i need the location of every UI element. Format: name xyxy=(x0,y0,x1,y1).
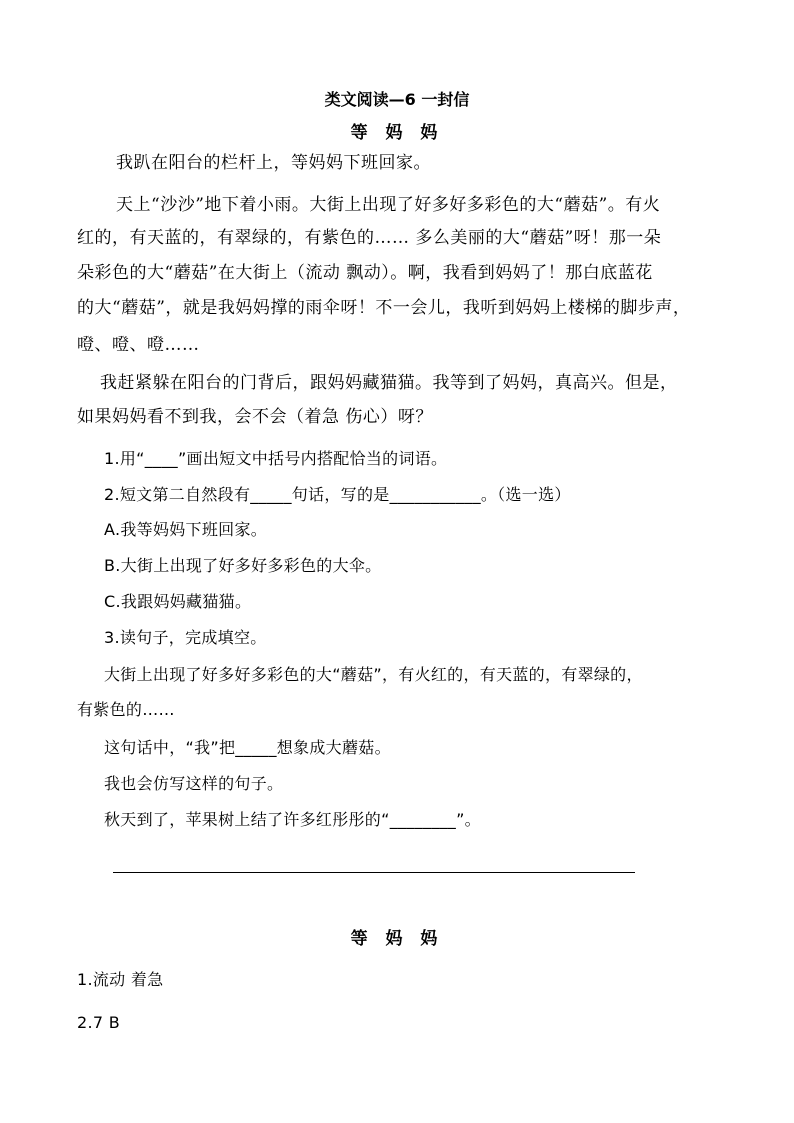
document-title: 类文阅读—6 一封信 xyxy=(324,90,470,109)
paragraph-line: 我趴在阳台的栏杆上，等妈妈下班回家。 xyxy=(116,153,431,173)
question-3: 3.读句子，完成填空。 xyxy=(104,628,267,647)
question-1: 1.用“____”画出短文中括号内搭配恰当的词语。 xyxy=(104,449,448,468)
answer-1: 1.流动 着急 xyxy=(77,970,164,989)
story-heading: 等 妈 妈 xyxy=(350,123,444,143)
paragraph-line: 如果妈妈看不到我，会不会（着急 伤心）呀？ xyxy=(77,407,433,427)
fill-blank-1: 这句话中，“我”把_____想象成大蘑菇。 xyxy=(104,738,391,757)
option-c: C.我跟妈妈藏猫猫。 xyxy=(104,592,252,611)
option-a: A.我等妈妈下班回家。 xyxy=(104,520,268,539)
divider-line xyxy=(113,872,635,873)
quoted-sentence-cont: 有紫色的…… xyxy=(77,700,175,719)
paragraph-line: 红的，有天蓝的，有翠绿的，有紫色的…… 多么美丽的大“蘑菇”呀！那一朵 xyxy=(77,228,662,248)
paragraph-line: 天上“沙沙”地下着小雨。大街上出现了好多好多彩色的大“蘑菇”。有火 xyxy=(116,195,661,215)
fill-blank-2: 秋天到了，苹果树上结了许多红彤彤的“________”。 xyxy=(104,810,481,829)
paragraph-line: 我赶紧躲在阳台的门背后，跟妈妈藏猫猫。我等到了妈妈，真高兴。但是， xyxy=(100,373,678,393)
paragraph-line: 的大“蘑菇”，就是我妈妈撑的雨伞呀！不一会儿，我听到妈妈上楼梯的脚步声， xyxy=(77,298,691,318)
option-b: B.大街上出现了好多好多彩色的大伞。 xyxy=(104,556,382,575)
question-2: 2.短文第二自然段有_____句话，写的是___________。（选一选） xyxy=(104,485,571,504)
paragraph-line: 朵彩色的大“蘑菇”在大街上（流动 飘动）。啊，我看到妈妈了！那白底蓝花 xyxy=(77,263,653,283)
paragraph-line: 噔、噔、噔…… xyxy=(77,335,200,355)
imitation-prompt: 我也会仿写这样的句子。 xyxy=(104,774,284,793)
quoted-sentence: 大街上出现了好多好多彩色的大“蘑菇”，有火红的，有天蓝的，有翠绿的， xyxy=(104,665,643,684)
answer-heading: 等 妈 妈 xyxy=(350,929,444,949)
answer-2: 2.7 B xyxy=(77,1013,121,1032)
